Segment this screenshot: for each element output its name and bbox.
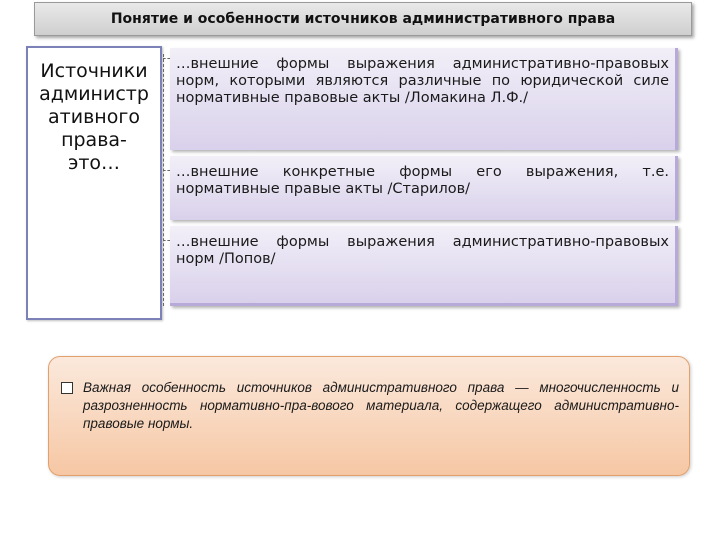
slide-title	[34, 2, 692, 36]
definition-text: …внешние конкретные формы его выражения, т.е. нормативные правые акты /Старилов/	[176, 164, 669, 197]
connector-line	[163, 54, 164, 306]
definition-text: …внешние формы выражения административно-правовых норм, которыми являются различные по юридической силе нормативные правовые акты /Ломакина Л.Ф./	[176, 56, 669, 106]
connector-tick	[163, 58, 170, 59]
connector-tick	[163, 170, 170, 171]
definition-text: …внешние формы выражения административно-правовых норм /Попов/	[176, 234, 669, 267]
term-text: Источники администр ативного права- это…	[39, 60, 149, 174]
slide-title-text: Понятие и особенности источников административного права	[110, 11, 616, 27]
definition-box-popov	[170, 226, 678, 306]
note-text: Важная особенность источников административного права — многочисленность и разрозненность нормативно-пра-вового материала, содержащего административно-правовые нормы.	[83, 380, 679, 431]
note-box	[48, 356, 690, 476]
definition-box-starilov	[170, 156, 678, 220]
term-box	[26, 46, 162, 320]
connector-tick	[163, 240, 170, 241]
definition-box-lomakina	[170, 48, 678, 150]
checkbox-bullet-icon	[61, 382, 73, 394]
